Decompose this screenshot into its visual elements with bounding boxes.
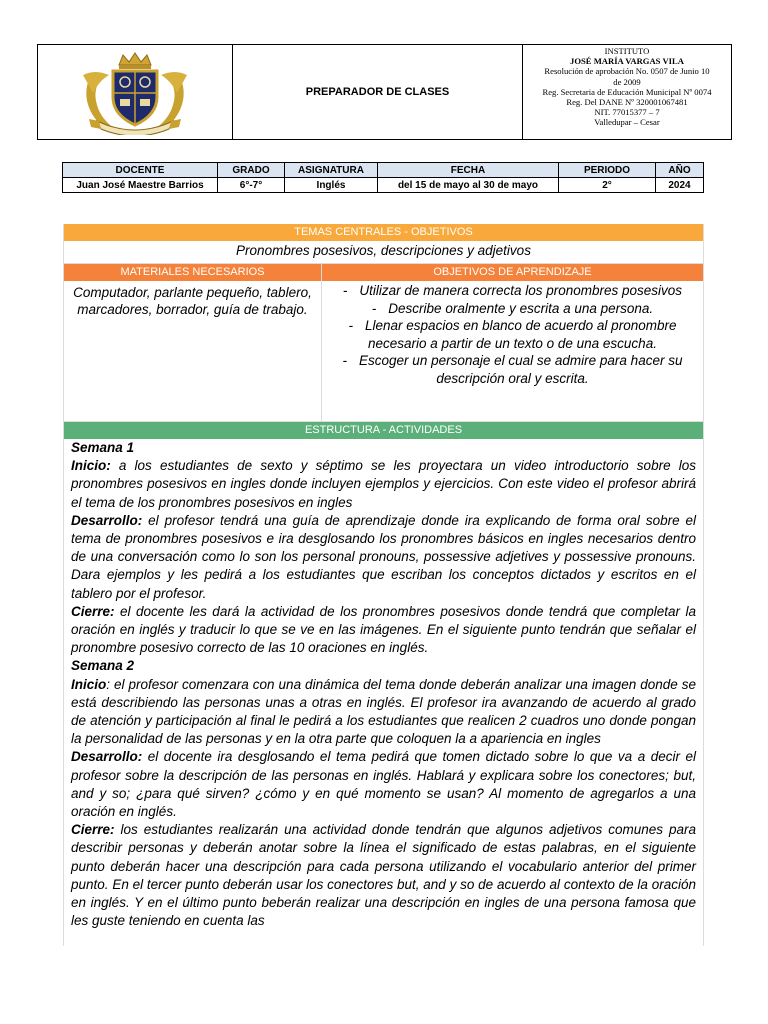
inicio-text: a los estudiantes de sexto y séptimo se les proyectara un video introductorio sobre los pronombres posesivos en ingles donde incluyen ejemplos y ejercicios. Con este video el profesor abrirá el tema de los pronombres posesivos en ingles [71,458,696,510]
logo-cell [38,45,233,139]
cierre-label: Cierre: [71,603,115,619]
cell-docente: Juan José Maestre Barrios [63,178,218,193]
institution-line: INSTITUTO [604,46,650,56]
cell-fecha: del 15 de mayo al 30 de mayo [378,178,559,193]
list-item: - Utilizar de manera correcta los pronombres posesivos [342,283,683,298]
semana1-desarrollo [71,512,696,603]
materiales-objetivos-row [64,281,703,422]
semana2-desarrollo [71,748,696,821]
objetivos-header: OBJETIVOS DE APRENDIZAJE [322,264,703,281]
cell-grado: 6°-7° [218,178,285,193]
institution-name: JOSÉ MARÍA VARGAS VILA [570,56,684,67]
cierre-text: el docente les dará la actividad de los pronombres posesivos donde tendrá que completar la oración en inglés y traducir lo que se ve en las imágenes. En el siguiente punto tendrán que señalar el pronombre posesivo correcto de las 10 oraciones en inglés. [71,603,696,656]
desarrollo-label: Desarrollo: [71,512,143,528]
document-header [37,44,732,140]
estructura-header: ESTRUCTURA - ACTIVIDADES [64,422,703,439]
inicio-label: Inicio: [71,458,111,474]
semana2-cierre [71,821,696,930]
institution-line: NIT. 77015377 – 7 [594,107,660,118]
materiales-header: MATERIALES NECESARIOS [64,264,322,281]
desarrollo-label: Desarrollo: [71,749,143,765]
table-row [63,178,704,193]
lesson-plan [63,224,704,946]
institution-line: Reg. Del DANE Nº 320001067481 [566,97,688,108]
header-fecha: FECHA [378,163,559,178]
objetivo-text: Escoger un personaje el cual se admire para hacer su descripción oral y escrita. [359,353,683,386]
list-item: - Describe oralmente y escrita a una persona. [371,300,654,316]
cierre-label: Cierre: [71,822,115,838]
cell-ano: 2024 [656,178,704,193]
header-grado: GRADO [218,163,285,178]
list-item: - Escoger un personaje el cual se admire para hacer su descripción oral y escrita. [342,353,683,386]
document-title: PREPARADOR DE CLASES [233,45,523,139]
table-header-row [63,163,704,178]
school-crest-icon [75,49,195,135]
desarrollo-text: el docente ira desglosando el tema pedirá que tomen dictado sobre lo que va a decir el profesor sobre la descripción de las personas en inglés. Hablará y explicara sobre los conectores; but, and y so; ¿para qué sirven? ¿cómo y en qué momento se usan? Al momento de agregarlos a una oración en inglés. [71,749,696,820]
objetivos-list [322,281,703,421]
institution-line: Reg. Secretaria de Educación Municipal Nº 0074 [542,86,712,97]
header-asignatura: ASIGNATURA [285,163,378,178]
materiales-text: Computador, parlante pequeño, tablero, marcadores, borrador, guía de trabajo. [64,281,322,421]
section-headers-row [64,264,703,281]
list-item: - Llenar espacios en blanco de acuerdo al pronombre necesario a partir de un texto o de una escucha. [348,318,677,351]
cell-asignatura: Inglés [285,178,378,193]
activities-section [64,439,703,930]
temas-text: Pronombres posesivos, descripciones y adjetivos [64,241,703,264]
cell-periodo: 2° [559,178,656,193]
header-periodo: PERIODO [559,163,656,178]
objetivo-text: Utilizar de manera correcta los pronombres posesivos [359,283,683,298]
teacher-info-table [62,162,704,193]
objetivo-text: Describe oralmente y escrita a una persona. [388,300,654,316]
semana1-inicio [71,457,696,512]
week-title: Semana 2 [71,658,135,674]
inicio-text: : el profesor comenzara con una dinámica del tema donde deberán analizar una imagen donde se está describiendo las personas unas a otras en inglés. El profesor ira avanzando de acuerdo al grado de atención y participación al final le pedirá a los estudiantes que realicen 2 cuadros uno donde pongan la personalidad de las personas y en la otra parte que coloquen la a apariencia en ingles [71,676,696,747]
objetivo-text: Llenar espacios en blanco de acuerdo al pronombre necesario a partir de un texto o de una escucha. [365,318,677,351]
institution-line: de 2009 [613,76,641,87]
inicio-label: Inicio [71,676,107,692]
institution-info [523,45,731,139]
institution-line: Valledupar – Cesar [594,117,660,128]
desarrollo-text: el profesor tendrá una guía de aprendizaje donde ira explicando de forma oral sobre el tema de pronombres posesivos e ira desglosando los pronombres básicos en ingles necesarios dentro de una conversación como lo son los personal pronouns, possessive adjetives y possessive pronouns. Dara ejemplos y les pedirá a los estudiantes que escriban los conceptos dictados y escritos en el tablero por el profesor. [71,512,696,601]
temas-header: TEMAS CENTRALES - OBJETIVOS [64,224,703,241]
week-title: Semana 1 [71,440,135,455]
header-docente: DOCENTE [63,163,218,178]
semana2-inicio [71,676,696,749]
header-ano: AÑO [656,163,704,178]
institution-line: Resolución de aprobación No. 0507 de Junio 10 [544,66,710,77]
semana1-cierre [71,603,696,658]
cierre-text: los estudiantes realizarán una actividad donde tendrán que algunos adjetivos comunes para describir personas y deberán anotar sobre la línea el significado de estas palabras, en el siguiente punto deberán hacer una descripción para cada persona utilizando el vocabulario anterior del primer punto. En el tercer punto deberán usar los conectores but, and y so de acuerdo al contexto de la oración en inglés. Y en el último punto beberán realizar una descripción en ingles de una persona famosa que les guste teniendo en cuenta las [71,822,696,929]
